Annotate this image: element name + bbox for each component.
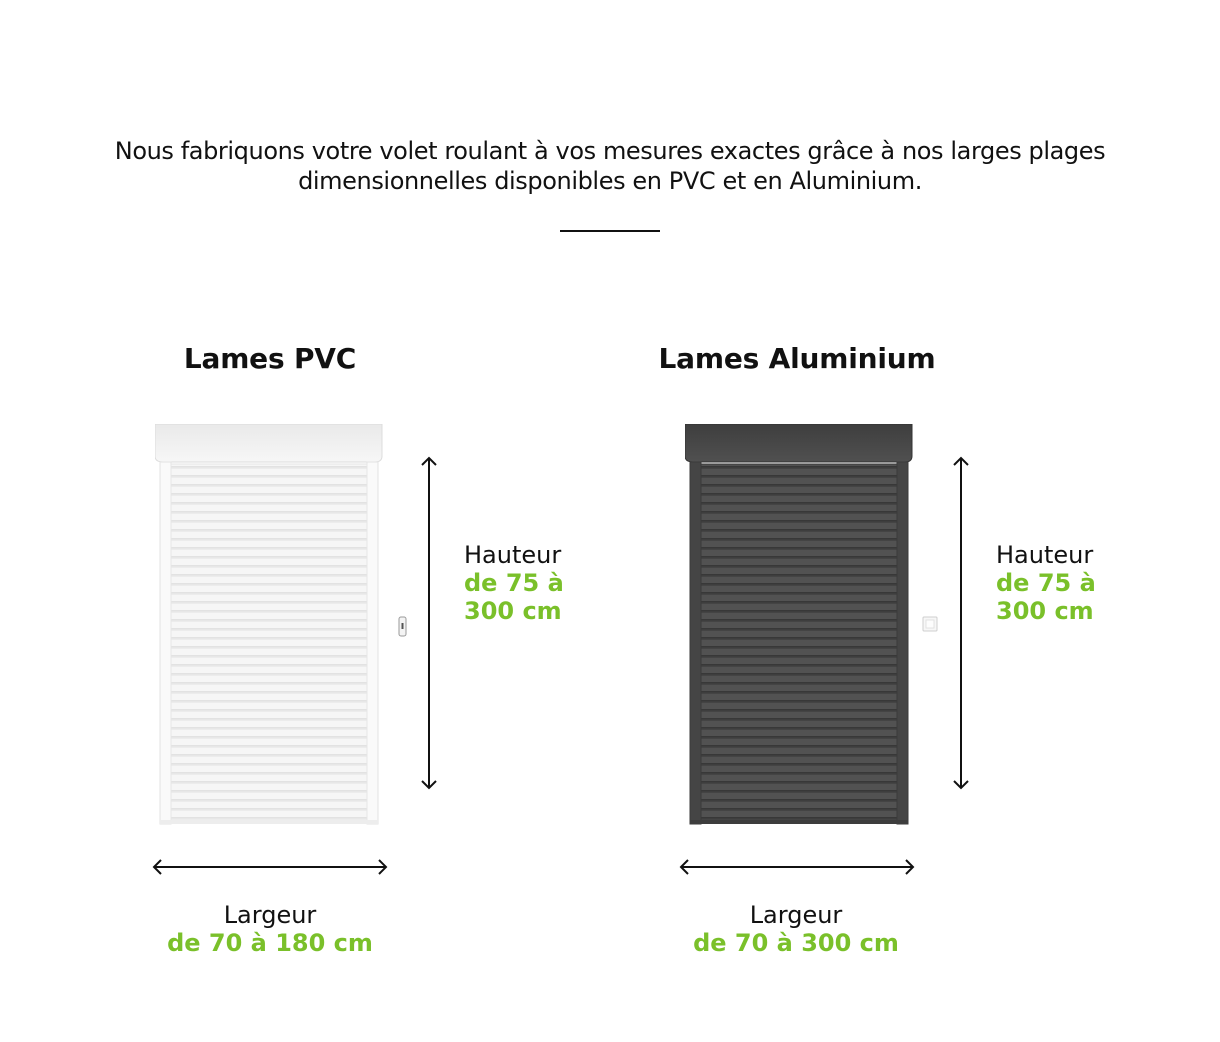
intro-text (60, 136, 1160, 196)
aluminium-width-name: Largeur (749, 901, 843, 929)
pvc-height-label (464, 541, 594, 625)
pvc-remote-switch-icon (398, 616, 408, 642)
aluminium-width-label (656, 901, 936, 957)
aluminium-wall-switch-icon (922, 616, 938, 636)
intro-line-1: Nous fabriquons votre volet roulant à vos mesures exactes grâce à nos larges plages (114, 137, 1106, 165)
aluminium-height-value-line1: de 75 à (996, 569, 1096, 597)
aluminium-height-value-line2: 300 cm (996, 597, 1094, 625)
section-divider (560, 230, 660, 232)
intro-line-2: dimensionnelles disponibles en PVC et en Aluminium. (298, 167, 922, 195)
pvc-height-value-line1: de 75 à (464, 569, 564, 597)
aluminium-shutter-image (685, 424, 913, 826)
pvc-shutter-image (155, 424, 383, 826)
aluminium-height-label (996, 541, 1126, 625)
pvc-width-label (130, 901, 410, 957)
aluminium-height-arrow-icon (951, 456, 971, 792)
pvc-height-name: Hauteur (464, 541, 562, 569)
aluminium-width-arrow-icon (679, 857, 915, 877)
pvc-width-value: de 70 à 180 cm (167, 929, 373, 957)
pvc-title: Lames PVC (183, 342, 357, 375)
pvc-width-arrow-icon (152, 857, 388, 877)
pvc-width-name: Largeur (223, 901, 317, 929)
aluminium-width-value: de 70 à 300 cm (693, 929, 899, 957)
pvc-height-value-line2: 300 cm (464, 597, 562, 625)
aluminium-height-name: Hauteur (996, 541, 1094, 569)
pvc-height-arrow-icon (419, 456, 439, 792)
aluminium-title: Lames Aluminium (658, 342, 936, 375)
